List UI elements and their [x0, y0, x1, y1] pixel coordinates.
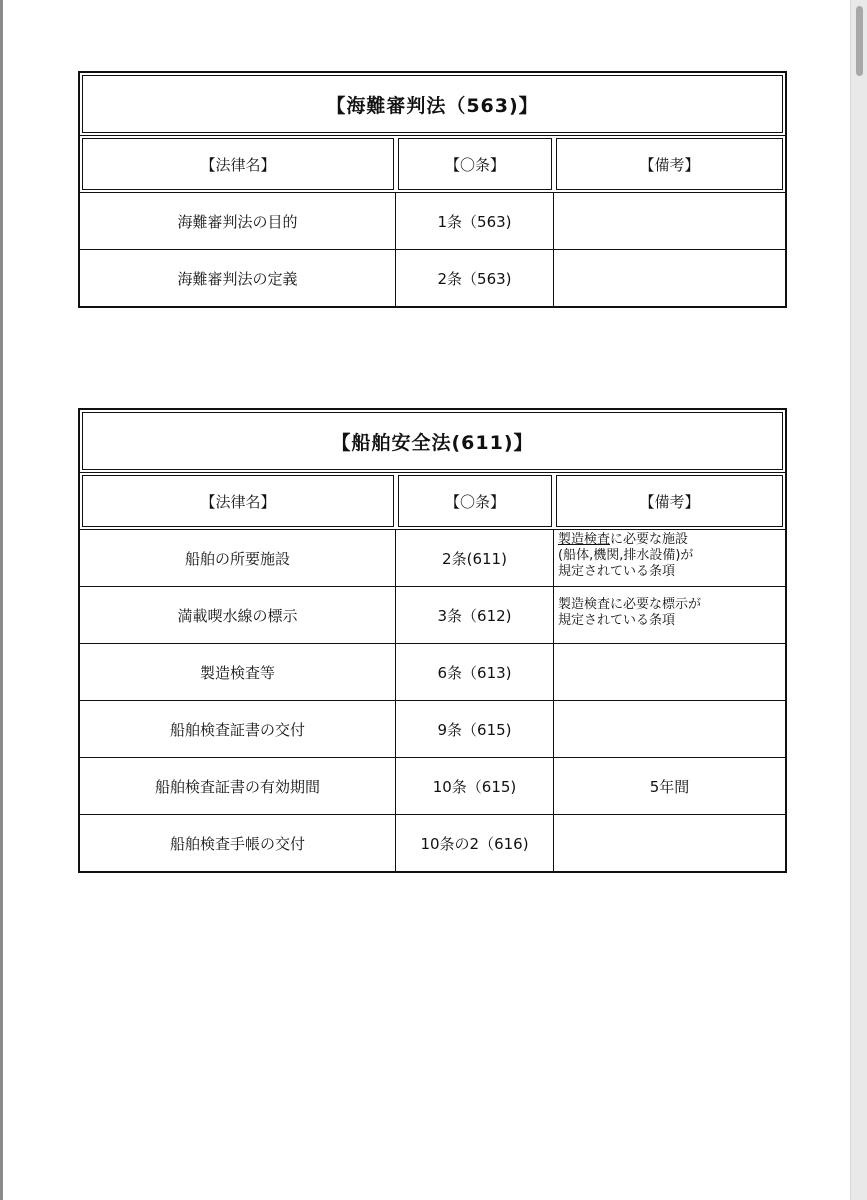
remarks-cell: [554, 815, 785, 871]
remarks-cell: [554, 193, 785, 249]
table-row: [80, 529, 785, 586]
law-name-cell: 船舶検査手帳の交付: [80, 815, 396, 871]
table-row: [80, 700, 785, 757]
table-row: [80, 643, 785, 700]
article-cell: 9条（615): [396, 701, 554, 757]
table-senpaku-anzen: [78, 408, 787, 873]
remarks-cell: [554, 701, 785, 757]
remarks-underlined: 製造検査: [558, 532, 611, 547]
header-law-name: 【法律名】: [82, 138, 394, 190]
article-cell: 3条（612): [396, 587, 554, 643]
table-title: 【海難審判法（563)】: [82, 75, 783, 133]
table-row: [80, 586, 785, 643]
header-remarks: 【備考】: [556, 475, 783, 527]
remarks-cell: 5年間: [649, 777, 690, 796]
table-row: [80, 814, 785, 871]
remarks-cell: [554, 587, 785, 643]
article-cell: 10条（615): [396, 758, 554, 814]
remarks-line: に必要な施設: [610, 532, 689, 547]
header-row: [80, 472, 785, 529]
table-row: [80, 757, 785, 814]
vertical-scrollbar[interactable]: [850, 0, 867, 1200]
scrollbar-thumb[interactable]: [856, 6, 863, 76]
table-kainan-shinpan: [78, 71, 787, 308]
law-name-cell: 船舶検査証書の交付: [80, 701, 396, 757]
law-name-cell: 海難審判法の定義: [80, 250, 396, 306]
table-row: [80, 249, 785, 306]
header-remarks: 【備考】: [556, 138, 783, 190]
article-cell: 10条の2（616): [396, 815, 554, 871]
law-name-cell: 船舶検査証書の有効期間: [80, 758, 396, 814]
header-law-name: 【法律名】: [82, 475, 394, 527]
article-cell: 2条(611): [396, 530, 554, 586]
article-cell: 1条（563): [396, 193, 554, 249]
law-name-cell: 船舶の所要施設: [80, 530, 396, 586]
remarks-line: 規定されている条項: [558, 564, 676, 579]
page-left-edge: [0, 0, 3, 1200]
header-row: [80, 135, 785, 192]
law-name-cell: 海難審判法の目的: [80, 193, 396, 249]
table-title: 【船舶安全法(611)】: [82, 412, 783, 470]
table-row: [80, 192, 785, 249]
header-article: 【〇条】: [398, 475, 552, 527]
remarks-line: 規定されている条項: [558, 613, 676, 628]
remarks-line: 製造検査に必要な標示が: [558, 597, 702, 612]
remarks-line: (船体,機関,排水設備)が: [558, 548, 694, 563]
remarks-cell: [554, 530, 785, 586]
article-cell: 6条（613): [396, 644, 554, 700]
header-article: 【〇条】: [398, 138, 552, 190]
law-name-cell: 満載喫水線の標示: [80, 587, 396, 643]
article-cell: 2条（563): [396, 250, 554, 306]
remarks-cell: [554, 250, 785, 306]
law-name-cell: 製造検査等: [80, 644, 396, 700]
remarks-cell: [554, 644, 785, 700]
